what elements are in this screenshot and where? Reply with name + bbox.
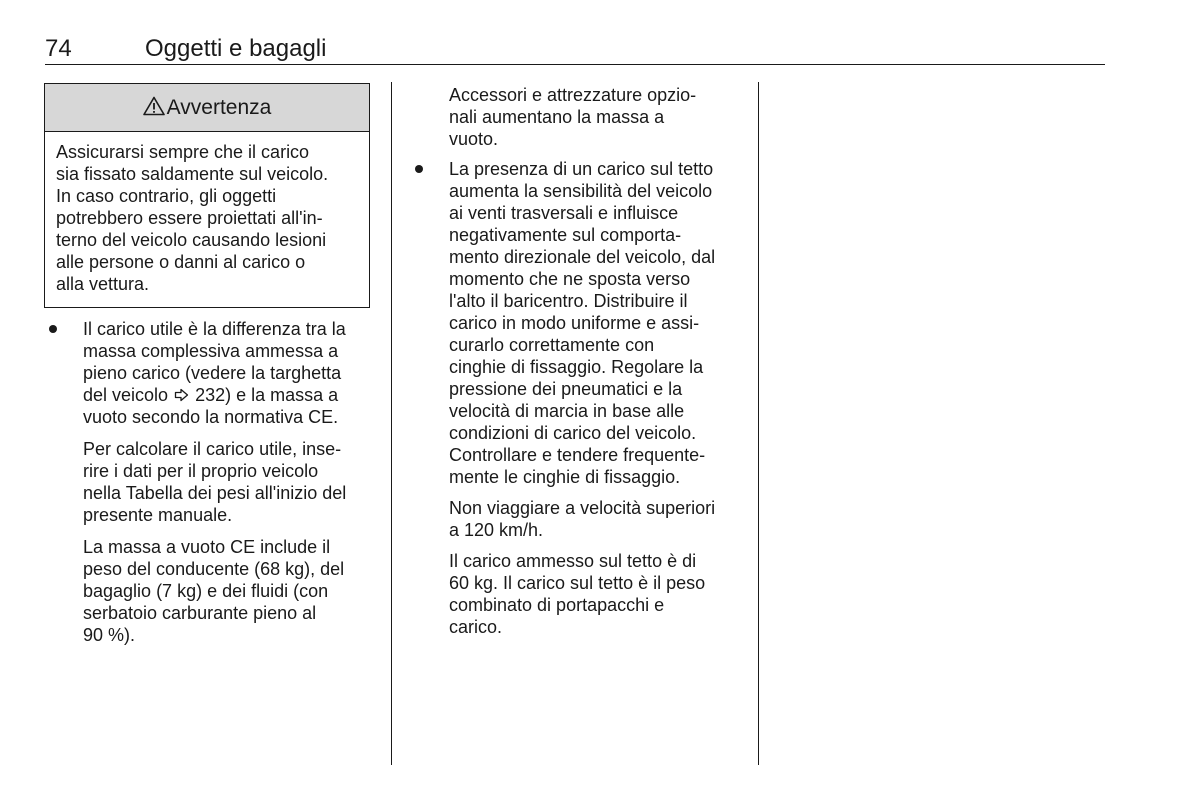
warning-body	[45, 132, 369, 295]
bullet-roof-load	[449, 158, 749, 488]
bullet-dot	[415, 165, 423, 173]
left-column-text	[83, 318, 383, 646]
warning-line: sia fissato saldamente sul veicolo.	[56, 164, 329, 184]
text-line: carico.	[449, 617, 503, 637]
warning-title: Avvertenza	[166, 96, 272, 119]
text-line: mente le cinghie di fissaggio.	[449, 467, 681, 487]
text-line: cinghie di fissaggio. Regolare la	[449, 357, 704, 377]
text-line: Non viaggiare a velocità superiori	[449, 498, 716, 518]
text-line: 60 kg. Il carico sul tetto è il peso	[449, 573, 706, 593]
paragraph-mass	[83, 536, 383, 646]
reference-suffix: 232) e la massa a	[195, 385, 339, 405]
text-line: Il carico utile è la differenza tra la	[83, 319, 346, 339]
warning-line: potrebbero essere proiettati all'in‐	[56, 208, 323, 228]
warning-box	[44, 83, 370, 308]
text-line: Controllare e tendere frequente‐	[449, 445, 706, 465]
section-title: Oggetti e bagagli	[145, 35, 327, 62]
text-line: negativamente sul comporta‐	[449, 225, 682, 245]
middle-column-text	[449, 84, 749, 638]
text-line: bagaglio (7 kg) e dei fluidi (con	[83, 581, 329, 601]
text-line: presente manuale.	[83, 505, 233, 525]
text-line: combinato di portapacchi e	[449, 595, 665, 615]
text-line: l'alto il baricentro. Distribuire il	[449, 291, 688, 311]
paragraph-calc	[83, 438, 383, 526]
page-number: 74	[45, 35, 72, 62]
text-line: mento direzionale del veicolo, dal	[449, 247, 716, 267]
warning-triangle-icon	[143, 96, 165, 116]
text-line: momento che ne sposta verso	[449, 269, 691, 289]
column-divider-left	[391, 82, 392, 765]
paragraph-roof-limit	[449, 550, 749, 638]
text-line: 90 %).	[83, 625, 136, 645]
header-rule	[45, 64, 1105, 65]
text-line: condizioni di carico del veicolo.	[449, 423, 697, 443]
paragraph-speed-limit	[449, 497, 749, 541]
text-line: vuoto.	[449, 129, 499, 149]
page-header	[45, 34, 1105, 64]
text-line: peso del conducente (68 kg), del	[83, 559, 345, 579]
bullet-dot	[49, 325, 57, 333]
column-divider-right	[758, 82, 759, 765]
text-line: a 120 km/h.	[449, 520, 544, 540]
page-reference-arrow-icon	[174, 388, 189, 402]
text-line: Il carico ammesso sul tetto è di	[449, 551, 697, 571]
text-line: vuoto secondo la normativa CE.	[83, 407, 339, 427]
paragraph-accessories	[449, 84, 749, 150]
text-line: nella Tabella dei pesi all'inizio del	[83, 483, 347, 503]
warning-header	[45, 84, 369, 132]
text-line: massa complessiva ammessa a	[83, 341, 339, 361]
text-line: rire i dati per il proprio veicolo	[83, 461, 319, 481]
text-line: pieno carico (vedere la targhetta	[83, 363, 342, 383]
warning-line: alla vettura.	[56, 274, 150, 294]
text-line-with-reference	[83, 384, 383, 406]
text-line: Per calcolare il carico utile, inse‐	[83, 439, 342, 459]
text-line: ai venti trasversali e influisce	[449, 203, 679, 223]
text-line: Accessori e attrezzature opzio‐	[449, 85, 697, 105]
text-line: velocità di marcia in base alle	[449, 401, 685, 421]
text-line: La massa a vuoto CE include il	[83, 537, 331, 557]
text-line: carico in modo uniforme e assi‐	[449, 313, 700, 333]
warning-line: In caso contrario, gli oggetti	[56, 186, 277, 206]
text-line: aumenta la sensibilità del veicolo	[449, 181, 713, 201]
text-line: serbatoio carburante pieno al	[83, 603, 317, 623]
reference-prefix: del veicolo	[83, 385, 169, 405]
text-line: curarlo correttamente con	[449, 335, 655, 355]
bullet-payload	[83, 318, 383, 428]
text-line: pressione dei pneumatici e la	[449, 379, 683, 399]
text-line: nali aumentano la massa a	[449, 107, 665, 127]
text-line: La presenza di un carico sul tetto	[449, 159, 714, 179]
warning-line: alle persone o danni al carico o	[56, 252, 306, 272]
warning-line: Assicurarsi sempre che il carico	[56, 142, 310, 162]
warning-line: terno del veicolo causando lesioni	[56, 230, 327, 250]
